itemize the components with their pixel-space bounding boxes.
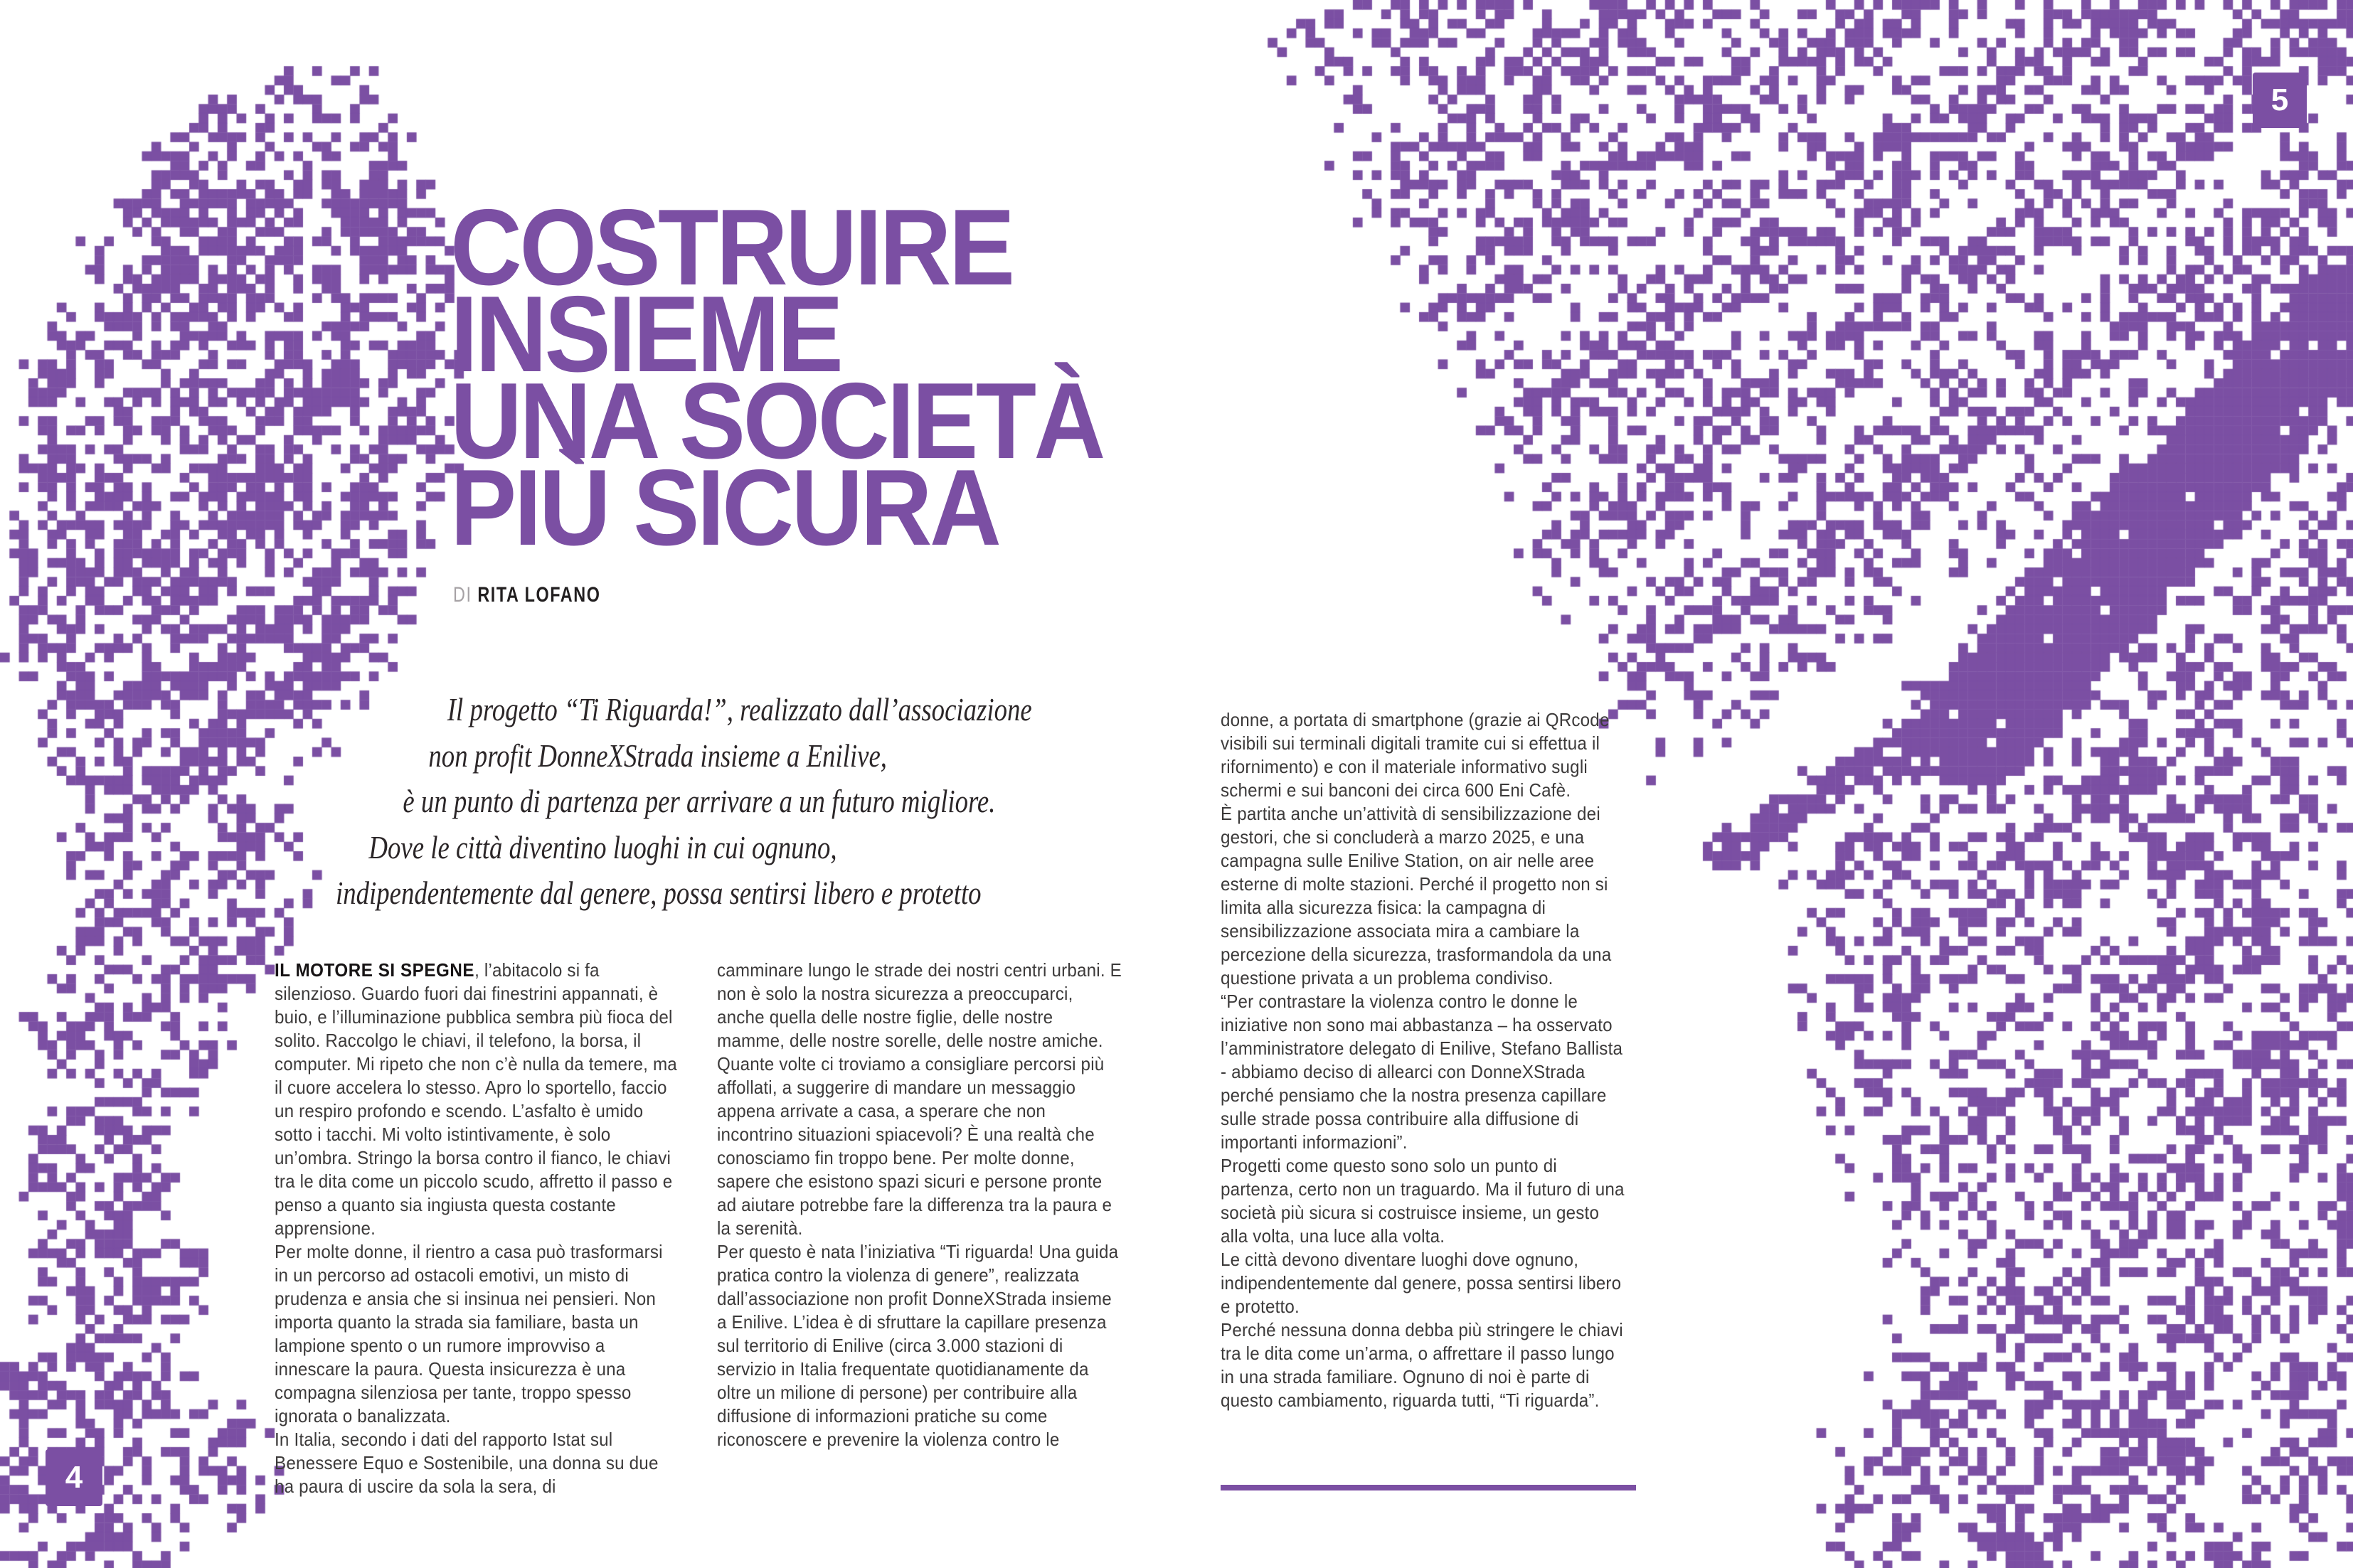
page-number-right [2253,73,2307,128]
paragraph: In Italia, secondo i dati del rapporto Istat sul Benessere Equo e Sostenibile, una donna su due ha paura di uscire da sola la sera, di [275,1429,659,1497]
paragraph: “Per contrastare la violenza contro le donne le iniziative non sono mai abbastanza – ha osservato l’amministratore delegato di Enilive, Stefano Ballista - abbiamo deciso di allearci con DonneXStrada perché pensiamo che la nostra presenza capillare sulle strade possa contribuire alla diffusione di importanti informazioni”. [1221,991,1623,1153]
byline-prefix: DI [453,583,472,607]
body-column-1 [275,959,681,1498]
standfirst-line: Dove le città diventino luoghi in cui ognuno, [368,828,837,865]
lead-in: IL MOTORE SI SPEGNE [275,959,475,981]
standfirst-line: non profit DonneXStrada insieme a Enilive, [428,737,887,774]
paragraph: Progetti come questo sono solo un punto di partenza, certo non un traguardo. Ma il futuro di una società più sicura si costruisce insieme, un gesto alla volta, una luce alla volta. [1221,1155,1625,1247]
byline [453,583,600,607]
article-title-line: INSIEME [450,274,841,395]
article-title-line: UNA SOCIETÀ [450,361,1103,481]
article-title [450,187,1160,568]
standfirst-line: Il progetto “Ti Riguarda!”, realizzato dall’associazione [447,691,1032,727]
standfirst-line: indipendentemente dal genere, possa sentirsi libero e protetto [336,875,982,911]
body-column-3 [1221,708,1627,1412]
paragraph: Le città devono diventare luoghi dove ognuno, indipendentemente dal genere, possa sentirsi libero e protetto. [1221,1249,1622,1317]
standfirst-line: è un punto di partenza per arrivare a un futuro migliore. [403,783,996,819]
byline-author: RITA LOFANO [477,583,601,607]
page-number-left-value: 4 [65,1460,83,1495]
paragraph-text: , l’abitacolo si fa silenzioso. Guardo fuori dai finestrini appannati, è buio, e l’illuminazione pubblica sembra più fioca del solito. Raccolgo le chiavi, il telefono, la borsa, il computer. Mi ripeto che non c’è nulla da temere, ma il cuore accelera lo stesso. Apro lo sportello, faccio un respiro profondo e scendo. L’asfalto è umido sotto i tacchi. Mi volto istintivamente, è solo un’ombra. Stringo la borsa contro il fianco, le chiavi tra le dita come un piccolo scudo, affretto il passo e penso a quanto sia ingiusta questa costante apprensione. [275,959,677,1239]
article-title-line: PIÙ SICURA [450,447,999,568]
article-title-line: COSTRUIRE [450,187,1013,308]
paragraph: Per questo è nata l’iniziativa “Ti riguarda! Una guida pratica contro la violenza di genere”, realizzata dall’associazione non profit DonneXStrada insieme a Enilive. L’idea è di sfruttare la capillare presenza sul territorio di Enilive (circa 3.000 stazioni di servizio in Italia frequentate quotidianamente da oltre un milione di persone) per contribuire alla diffusione di informazioni pratiche su come riconoscere e prevenire la violenza contro le [717,1241,1119,1450]
paragraph: Per molte donne, il rientro a casa può trasformarsi in un percorso ad ostacoli emotivi, un misto di prudenza e ansia che si insinua nei pensieri. Non importa quanto la strada sia familiare, basta un lampione spento o un rumore improvviso a innescare la paura. Questa insicurezza è una compagna silenziosa per tante, troppo spesso ignorata o banalizzata. [275,1241,663,1426]
page-number-right-value: 5 [2270,82,2289,117]
paragraph: camminare lungo le strade dei nostri centri urbani. E non è solo la nostra sicurezza a preoccuparci, anche quella delle nostre figlie, delle nostre mamme, delle nostre sorelle, delle nostre amiche. Quante volte ci troviamo a consigliare percorsi più affollati, a suggerire di mandare un messaggio appena arrivate a casa, a sperare che non incontrino situazioni spiacevoli? È una realtà che conosciamo fin troppo bene. Per molte donne, sapere che esistono spazi sicuri e persone pronte ad aiutare potrebbe fare la differenza tra la paura e la serenità. [717,959,1122,1239]
article-end-rule [1221,1485,1636,1490]
paragraph: Perché nessuna donna debba più stringere le chiavi tra le dita come un’arma, o affrettare il passo lungo in una strada familiare. Ognuno di noi è parte di questo cambiamento, riguarda tutti, “Ti riguarda”. [1221,1319,1623,1411]
page-number-left [46,1449,102,1506]
paragraph [275,959,681,1240]
paragraph: donne, a portata di smartphone (grazie ai QRcode visibili sui terminali digitali tramite cui si effettua il rifornimento) e con il materiale informativo sugli schermi e sui banconi dei circa 600 Eni Cafè. [1221,709,1610,801]
standfirst [336,687,1032,917]
paragraph: È partita anche un’attività di sensibilizzazione dei gestori, che si concluderà a marzo 2025, e una campagna sulle Enilive Station, on air nelle aree esterne di molte stazioni. Perché il progetto non si limita alla sicurezza fisica: la campagna di sensibilizzazione associata mira a cambiare la percezione della sicurezza, trasformandola da una questione privata a un problema condiviso. [1221,803,1612,988]
body-column-2 [717,959,1123,1451]
